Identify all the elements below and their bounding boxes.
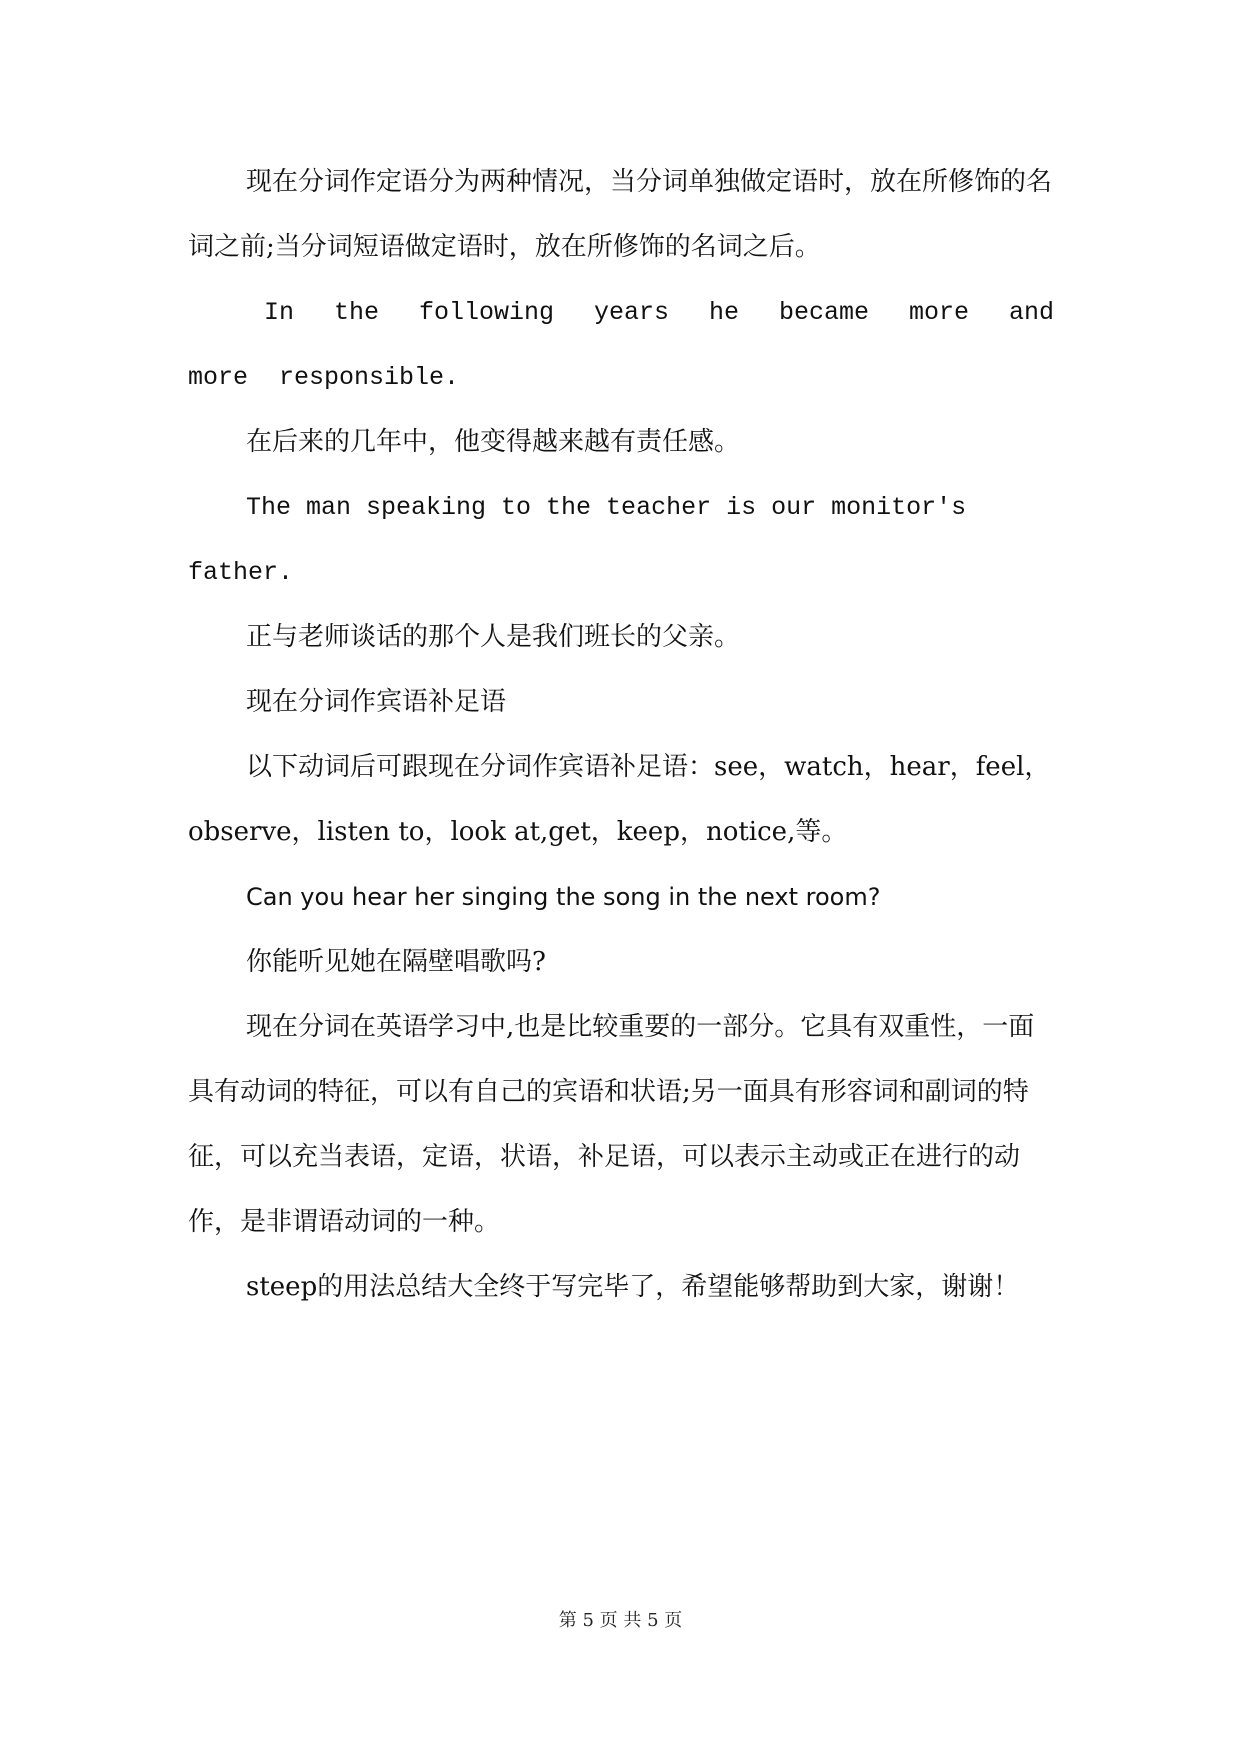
paragraph-participle-attribute: 现在分词作定语分为两种情况，当分词单独做定语时，放在所修饰的名词之前;当分词短语做定语时，放在所修饰的名词之后。 (188, 167, 1053, 262)
paragraph-summary: 现在分词在英语学习中,也是比较重要的一部分。它具有双重性，一面具有动词的特征，可以有自己的宾语和状语;另一面具有形容词和副词的特征，可以充当表语，定语，状语，补足语，可以表示主动或正在进行的动作，是非谓语动词的一种。 (188, 1012, 1035, 1237)
example-sentence-en: The man speaking to the teacher is our monitor's father. (188, 493, 967, 587)
example-translation-zh: 在后来的几年中，他变得越来越有责任感。 (246, 427, 741, 457)
example-sentence-en: Can you hear her singing the song in the next room? (246, 883, 881, 911)
example-translation-zh: 你能听见她在隔壁唱歌吗? (246, 947, 546, 977)
example-translation-zh: 正与老师谈话的那个人是我们班长的父亲。 (246, 622, 741, 652)
document-body (188, 150, 1054, 1320)
paragraph-closing: steep的用法总结大全终于写完毕了，希望能够帮助到大家，谢谢！ (246, 1272, 1020, 1302)
page-number-footer: 第 5 页 共 5 页 (558, 1610, 683, 1631)
paragraph-verb-list: 以下动词后可跟现在分词作宾语补足语：see，watch，hear，feel，observe，listen to，look at,get，keep，notice,等。 (188, 752, 1051, 847)
example-sentence-en: In the following years he became more and more responsible. (188, 298, 1054, 392)
section-heading: 现在分词作宾语补足语 (246, 687, 507, 717)
